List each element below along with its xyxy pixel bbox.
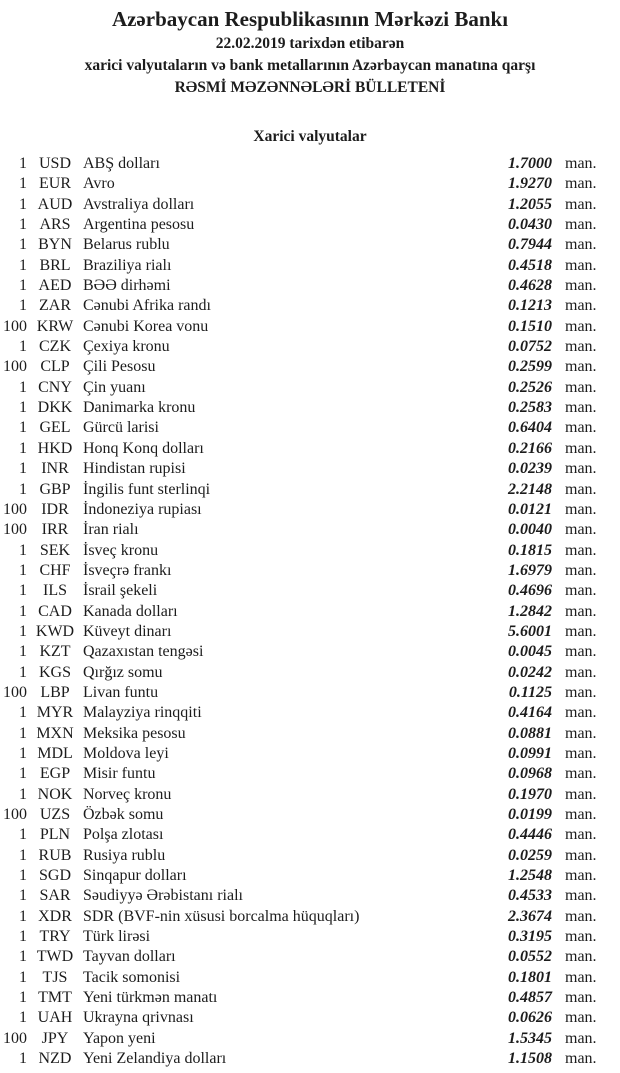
rate-value-cell: 1.2842	[508, 602, 552, 620]
currency-name-cell: Norveç kronu	[83, 785, 172, 803]
rate-value-cell: 0.4164	[508, 704, 552, 722]
quantity-cell: 1	[19, 785, 27, 803]
rate-row	[0, 317, 620, 337]
unit-cell: man.	[565, 317, 597, 335]
currency-name-cell: Moldova leyi	[83, 744, 169, 762]
currency-name-cell: Tayvan dolları	[83, 948, 176, 966]
quantity-cell: 1	[19, 582, 27, 600]
rate-value-cell: 0.4518	[508, 256, 552, 274]
currency-name-cell: Danimarka kronu	[83, 399, 196, 417]
rate-row	[0, 541, 620, 561]
currency-code-cell: LBP	[40, 683, 70, 701]
currency-code-cell: IDR	[41, 500, 69, 518]
currency-name-cell: Avro	[83, 175, 115, 193]
rate-value-cell: 0.0259	[508, 846, 552, 864]
unit-cell: man.	[565, 480, 597, 498]
currency-code-cell: ZAR	[39, 297, 71, 315]
quantity-cell: 100	[3, 1029, 27, 1047]
quantity-cell: 1	[19, 541, 27, 559]
currency-code-cell: EGP	[39, 765, 71, 783]
rate-value-cell: 0.2599	[508, 358, 552, 376]
rate-value-cell: 5.6001	[508, 622, 552, 640]
rate-row	[0, 296, 620, 316]
rate-value-cell: 0.4533	[508, 887, 552, 905]
currency-code-cell: KZT	[39, 643, 71, 661]
unit-cell: man.	[565, 846, 597, 864]
rate-value-cell: 0.4446	[508, 826, 552, 844]
section-title-foreign-currencies: Xarici valyutalar	[253, 128, 367, 145]
currency-code-cell: IRR	[41, 521, 69, 539]
quantity-cell: 100	[3, 317, 27, 335]
currency-name-cell: Honq Konq dolları	[83, 439, 204, 457]
rate-row	[0, 724, 620, 744]
currency-name-cell: İndoneziya rupiası	[83, 500, 202, 518]
currency-name-cell: Sinqapur dolları	[83, 867, 187, 885]
currency-name-cell: Hindistan rupisi	[83, 460, 186, 478]
rate-row	[0, 703, 620, 723]
rate-value-cell: 0.0626	[508, 1009, 552, 1027]
rate-value-cell: 0.0121	[508, 500, 552, 518]
currency-name-cell: Gürcü larisi	[83, 419, 159, 437]
currency-name-cell: Argentina pesosu	[83, 216, 195, 234]
currency-name-cell: Çin yuanı	[83, 378, 146, 396]
currency-code-cell: EUR	[39, 175, 71, 193]
unit-cell: man.	[565, 948, 597, 966]
unit-cell: man.	[565, 683, 597, 701]
rate-row	[0, 805, 620, 825]
quantity-cell: 1	[19, 277, 27, 295]
unit-cell: man.	[565, 216, 597, 234]
rate-value-cell: 0.0968	[508, 765, 552, 783]
rate-row	[0, 357, 620, 377]
rate-value-cell: 1.2548	[508, 867, 552, 885]
unit-cell: man.	[565, 236, 597, 254]
rate-row	[0, 785, 620, 805]
rate-value-cell: 0.0430	[508, 216, 552, 234]
rate-row	[0, 947, 620, 967]
currency-code-cell: UZS	[39, 806, 71, 823]
rate-row	[0, 642, 620, 662]
rate-row	[0, 866, 620, 886]
unit-cell: man.	[565, 195, 597, 213]
currency-name-cell: Tacik somonisi	[83, 968, 181, 986]
currency-code-cell: USD	[38, 155, 71, 172]
currency-name-cell: Livan funtu	[83, 683, 159, 701]
currency-name-cell: SDR (BVF-nin xüsusi borcalma hüquqları)	[83, 907, 360, 925]
rate-value-cell: 0.1510	[508, 317, 552, 335]
currency-code-cell: AUD	[37, 195, 73, 213]
rate-value-cell: 1.1508	[508, 1050, 552, 1068]
currency-name-cell: İsveç kronu	[83, 541, 159, 559]
unit-cell: man.	[565, 256, 597, 274]
quantity-cell: 1	[19, 1050, 27, 1068]
currency-code-cell: SEK	[39, 541, 71, 559]
unit-cell: man.	[565, 643, 597, 661]
quantity-cell: 1	[19, 968, 27, 986]
currency-code-cell: RUB	[38, 846, 72, 864]
currency-code-cell: TRY	[39, 928, 71, 946]
rate-value-cell: 0.0242	[508, 663, 552, 681]
unit-cell: man.	[565, 928, 597, 946]
rate-value-cell: 0.0239	[508, 460, 552, 478]
rate-row	[0, 663, 620, 683]
quantity-cell: 1	[19, 236, 27, 254]
unit-cell: man.	[565, 968, 597, 986]
rate-row	[0, 215, 620, 235]
rate-row	[0, 439, 620, 459]
currency-code-cell: CLP	[40, 358, 70, 376]
unit-cell: man.	[565, 358, 597, 376]
rate-row	[0, 907, 620, 927]
unit-cell: man.	[565, 419, 597, 437]
currency-code-cell: ARS	[39, 216, 71, 234]
quantity-cell: 1	[19, 399, 27, 417]
rate-value-cell: 0.4857	[508, 989, 552, 1007]
rate-row	[0, 886, 620, 906]
quantity-cell: 1	[19, 907, 27, 925]
currency-code-cell: TWD	[36, 948, 74, 966]
bulletin-title: RƏSMİ MƏZƏNNƏLƏRİ BÜLLETENİ	[174, 79, 446, 96]
rate-row	[0, 154, 620, 174]
currency-name-cell: Yeni Zelandiya dolları	[83, 1050, 227, 1068]
quantity-cell: 1	[19, 256, 27, 274]
currency-code-cell: GBP	[39, 480, 71, 498]
quantity-cell: 1	[19, 338, 27, 356]
currency-code-cell: TJS	[42, 968, 68, 986]
quantity-cell: 1	[19, 297, 27, 315]
currency-code-cell: NOK	[37, 785, 73, 803]
currency-name-cell: Kanada dolları	[83, 602, 178, 620]
currency-name-cell: Braziliya rialı	[83, 256, 172, 274]
currency-code-cell: INR	[41, 460, 69, 478]
rate-value-cell: 1.6979	[508, 561, 552, 579]
rate-value-cell: 0.0040	[508, 521, 552, 539]
quantity-cell: 100	[3, 806, 27, 823]
rate-value-cell: 0.0752	[508, 338, 552, 356]
quantity-cell: 1	[19, 1009, 27, 1027]
currency-code-cell: MDL	[37, 744, 73, 762]
currency-name-cell: BƏƏ dirhəmi	[83, 277, 171, 295]
bank-name-title: Azərbaycan Respublikasının Mərkəzi Bankı	[111, 7, 509, 31]
unit-cell: man.	[565, 521, 597, 539]
rate-row	[0, 276, 620, 296]
unit-cell: man.	[565, 826, 597, 844]
currency-name-cell: Türk lirəsi	[83, 928, 151, 946]
rate-row	[0, 764, 620, 784]
unit-cell: man.	[565, 541, 597, 559]
rate-row	[0, 602, 620, 622]
currency-code-cell: BYN	[38, 236, 72, 254]
currency-code-cell: JPY	[41, 1029, 69, 1047]
currency-name-cell: Belarus rublu	[83, 236, 170, 254]
rate-value-cell: 0.0991	[508, 744, 552, 762]
unit-cell: man.	[565, 582, 597, 600]
currency-name-cell: Qazaxıstan tengəsi	[83, 643, 204, 661]
currency-code-cell: CHF	[39, 561, 71, 579]
currency-name-cell: Meksika pesosu	[83, 724, 186, 742]
rate-row	[0, 683, 620, 703]
quantity-cell: 100	[3, 358, 27, 376]
quantity-cell: 1	[19, 561, 27, 579]
currency-name-cell: Qırğız somu	[83, 663, 163, 681]
currency-name-cell: ABŞ dolları	[83, 155, 160, 172]
bulletin-header	[0, 0, 620, 99]
currency-name-cell: İngilis funt sterlinqi	[83, 480, 211, 498]
quantity-cell: 1	[19, 378, 27, 396]
quantity-cell: 1	[19, 195, 27, 213]
rates-table	[0, 154, 620, 1069]
unit-cell: man.	[565, 175, 597, 193]
rate-value-cell: 0.1815	[508, 541, 552, 559]
rate-value-cell: 0.0199	[508, 806, 552, 823]
unit-cell: man.	[565, 460, 597, 478]
rate-row	[0, 744, 620, 764]
currency-code-cell: UAH	[37, 1009, 73, 1027]
currency-name-cell: Rusiya rublu	[83, 846, 166, 864]
currency-code-cell: KWD	[35, 622, 75, 640]
currency-code-cell: AED	[38, 277, 72, 295]
effective-date-line: 22.02.2019 tarixdən etibarən	[215, 35, 405, 52]
quantity-cell: 1	[19, 867, 27, 885]
quantity-cell: 1	[19, 155, 27, 172]
quantity-cell: 1	[19, 887, 27, 905]
currency-name-cell: İran rialı	[83, 521, 139, 539]
quantity-cell: 1	[19, 928, 27, 946]
currency-code-cell: BRL	[39, 256, 71, 274]
currency-name-cell: Avstraliya dolları	[83, 195, 195, 213]
unit-cell: man.	[565, 602, 597, 620]
rate-row	[0, 520, 620, 540]
quantity-cell: 1	[19, 826, 27, 844]
currency-name-cell: Yeni türkmən manatı	[83, 989, 218, 1007]
rate-value-cell: 0.0552	[508, 948, 552, 966]
rate-value-cell: 1.7000	[508, 155, 552, 172]
currency-name-cell: Cənubi Korea vonu	[83, 317, 209, 335]
currency-name-cell: Çili Pesosu	[83, 358, 156, 376]
currency-code-cell: KRW	[36, 317, 74, 335]
unit-cell: man.	[565, 500, 597, 518]
rate-value-cell: 0.3195	[508, 928, 552, 946]
currency-code-cell: MYR	[36, 704, 74, 722]
currency-code-cell: NZD	[38, 1050, 72, 1068]
rate-value-cell: 0.1970	[508, 785, 552, 803]
rate-value-cell: 1.5345	[508, 1029, 552, 1047]
quantity-cell: 1	[19, 643, 27, 661]
unit-cell: man.	[565, 765, 597, 783]
rate-row	[0, 622, 620, 642]
quantity-cell: 1	[19, 704, 27, 722]
rate-row	[0, 500, 620, 520]
unit-cell: man.	[565, 622, 597, 640]
rate-row	[0, 581, 620, 601]
rate-row	[0, 1029, 620, 1049]
unit-cell: man.	[565, 439, 597, 457]
currency-name-cell: İsveçrə frankı	[83, 561, 172, 579]
currency-name-cell: İsrail şekeli	[83, 582, 158, 600]
unit-cell: man.	[565, 887, 597, 905]
quantity-cell: 1	[19, 175, 27, 193]
unit-cell: man.	[565, 338, 597, 356]
unit-cell: man.	[565, 785, 597, 803]
currency-code-cell: CZK	[39, 338, 71, 356]
quantity-cell: 100	[3, 683, 27, 701]
currency-code-cell: CNY	[38, 378, 72, 396]
rate-row	[0, 256, 620, 276]
quantity-cell: 1	[19, 216, 27, 234]
rate-row	[0, 418, 620, 438]
rate-value-cell: 0.6404	[508, 419, 552, 437]
quantity-cell: 1	[19, 460, 27, 478]
unit-cell: man.	[565, 399, 597, 417]
currency-code-cell: MXN	[36, 724, 74, 742]
currency-name-cell: Küveyt dinarı	[83, 622, 172, 640]
currency-code-cell: KGS	[38, 663, 71, 681]
rate-row	[0, 398, 620, 418]
currency-code-cell: SAR	[39, 887, 71, 905]
currency-name-cell: Özbək somu	[83, 806, 164, 823]
currency-code-cell: TMT	[38, 989, 72, 1007]
unit-cell: man.	[565, 806, 597, 823]
rate-value-cell: 0.2166	[508, 439, 552, 457]
quantity-cell: 1	[19, 419, 27, 437]
scope-line: xarici valyutaların və bank metallarının Azərbaycan manatına qarşı	[84, 57, 536, 74]
unit-cell: man.	[565, 744, 597, 762]
currency-name-cell: Yapon yeni	[83, 1029, 156, 1047]
quantity-cell: 1	[19, 663, 27, 681]
quantity-cell: 1	[19, 948, 27, 966]
rate-row	[0, 846, 620, 866]
quantity-cell: 1	[19, 724, 27, 742]
rate-value-cell: 0.1801	[508, 968, 552, 986]
unit-cell: man.	[565, 663, 597, 681]
rate-row	[0, 235, 620, 255]
quantity-cell: 1	[19, 765, 27, 783]
currency-name-cell: Səudiyyə Ərəbistanı rialı	[83, 887, 243, 905]
rate-value-cell: 1.2055	[508, 195, 552, 213]
rate-row	[0, 337, 620, 357]
rate-row	[0, 174, 620, 194]
quantity-cell: 1	[19, 622, 27, 640]
currency-name-cell: Malayziya rinqqiti	[83, 704, 202, 722]
rate-row	[0, 927, 620, 947]
unit-cell: man.	[565, 297, 597, 315]
rate-row	[0, 459, 620, 479]
rate-row	[0, 968, 620, 988]
rate-value-cell: 0.0045	[508, 643, 552, 661]
rate-row	[0, 378, 620, 398]
unit-cell: man.	[565, 155, 597, 172]
unit-cell: man.	[565, 1029, 597, 1047]
unit-cell: man.	[565, 907, 597, 925]
currency-name-cell: Polşa zlotası	[83, 826, 164, 844]
currency-code-cell: PLN	[39, 826, 71, 844]
rate-value-cell: 0.2526	[508, 378, 552, 396]
currency-code-cell: HKD	[37, 439, 73, 457]
rate-value-cell: 0.4628	[508, 277, 552, 295]
rate-row	[0, 1049, 620, 1069]
rate-row	[0, 988, 620, 1008]
unit-cell: man.	[565, 277, 597, 295]
quantity-cell: 1	[19, 602, 27, 620]
unit-cell: man.	[565, 867, 597, 885]
rate-value-cell: 0.0881	[508, 724, 552, 742]
rate-value-cell: 2.2148	[508, 480, 552, 498]
rate-value-cell: 0.1125	[508, 683, 552, 701]
rate-row	[0, 480, 620, 500]
rate-value-cell: 2.3674	[508, 907, 552, 925]
unit-cell: man.	[565, 561, 597, 579]
rate-row	[0, 825, 620, 845]
unit-cell: man.	[565, 704, 597, 722]
currency-name-cell: Çexiya kronu	[83, 338, 170, 356]
quantity-cell: 1	[19, 439, 27, 457]
rate-value-cell: 0.4696	[508, 582, 552, 600]
quantity-cell: 1	[19, 989, 27, 1007]
quantity-cell: 100	[3, 500, 27, 518]
currency-code-cell: GEL	[39, 419, 71, 437]
unit-cell: man.	[565, 378, 597, 396]
currency-code-cell: SGD	[38, 867, 71, 885]
rate-value-cell: 0.1213	[508, 297, 552, 315]
quantity-cell: 1	[19, 744, 27, 762]
quantity-cell: 1	[19, 480, 27, 498]
quantity-cell: 1	[19, 846, 27, 864]
currency-name-cell: Misir funtu	[83, 765, 156, 783]
currency-code-cell: CAD	[38, 602, 72, 620]
rate-row	[0, 1008, 620, 1028]
currency-name-cell: Ukrayna qrivnası	[83, 1009, 194, 1027]
rate-row	[0, 195, 620, 215]
unit-cell: man.	[565, 1009, 597, 1027]
rate-row	[0, 561, 620, 581]
currency-name-cell: Cənubi Afrika randı	[83, 297, 211, 315]
currency-code-cell: XDR	[38, 907, 72, 925]
quantity-cell: 100	[3, 521, 27, 539]
unit-cell: man.	[565, 1050, 597, 1068]
currency-code-cell: ILS	[43, 582, 67, 600]
currency-code-cell: DKK	[37, 399, 73, 417]
unit-cell: man.	[565, 724, 597, 742]
unit-cell: man.	[565, 989, 597, 1007]
rate-value-cell: 0.2583	[508, 399, 552, 417]
rate-value-cell: 1.9270	[508, 175, 552, 193]
rate-value-cell: 0.7944	[508, 236, 552, 254]
